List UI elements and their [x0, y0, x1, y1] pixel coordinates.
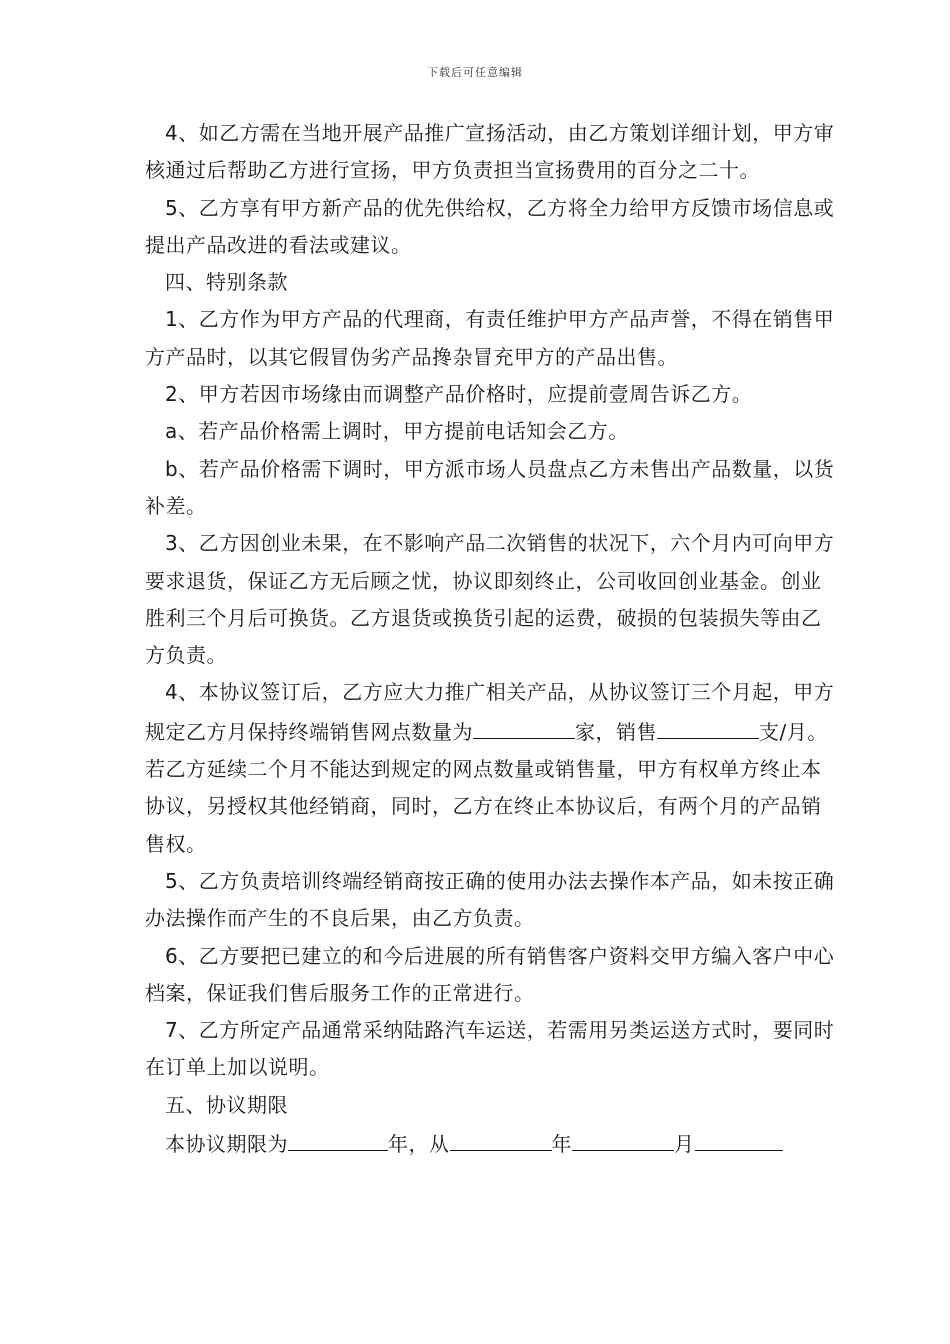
paragraph-term — [145, 1124, 835, 1163]
blank-start-day[interactable] — [695, 1124, 783, 1151]
clause4-text-part3: 支/月。若乙方延续二个月不能达到规定的网点数量或销售量，甲方有权单方终止本协议，另授权其他经销商，同时，乙方在终止本协议后，有两个月的产品销售权。 — [145, 719, 828, 856]
blank-start-month[interactable] — [572, 1124, 674, 1151]
term-month-label: 月 — [674, 1132, 695, 1157]
paragraph-special-2: 2、甲方若因市场缘由而调整产品价格时，应提前壹周告诉乙方。 — [165, 382, 753, 407]
paragraph-special-3: 3、乙方因创业未果，在不影响产品二次销售的状况下，六个月内可向甲方要求退货，保证乙方无后顾之忧，协议即刻终止，公司收回创业基金。创业胜利三个月后可换货。乙方退货或换货引起的运费，破损的包装损失等由乙方负责。 — [145, 531, 835, 668]
term-prefix: 本协议期限为 — [165, 1132, 288, 1157]
section-heading-term: 五、协议期限 — [165, 1092, 288, 1117]
paragraph-special-2b: b、若产品价格需下调时，甲方派市场人员盘点乙方未售出产品数量，以货补差。 — [145, 456, 835, 518]
document-body — [145, 115, 835, 1163]
blank-start-year[interactable] — [450, 1124, 552, 1151]
blank-sales-volume-b[interactable] — [681, 712, 759, 739]
paragraph-special-7: 7、乙方所定产品通常采纳陆路汽车运送，若需用另类运送方式时，要同时在订单上加以说明。 — [145, 1018, 835, 1080]
term-year-label: 年，从 — [388, 1132, 450, 1157]
clause4-text-part2: 家，销售 — [575, 719, 657, 744]
paragraph-clause-4-promotion: 4、如乙方需在当地开展产品推广宣扬活动，由乙方策划详细计划，甲方审核通过后帮助乙方进行宣扬，甲方负责担当宣扬费用的百分之二十。 — [145, 121, 835, 183]
blank-sales-volume-a[interactable] — [657, 712, 681, 739]
blank-outlet-count[interactable] — [473, 712, 575, 739]
paragraph-special-6: 6、乙方要把已建立的和今后进展的所有销售客户资料交甲方编入客户中心档案，保证我们售后服务工作的正常进行。 — [145, 943, 835, 1005]
paragraph-clause-5-supply-priority: 5、乙方享有甲方新产品的优先供给权，乙方将全力给甲方反馈市场信息或提出产品改进的看法或建议。 — [145, 195, 835, 257]
paragraph-special-2a: a、若产品价格需上调时，甲方提前电话知会乙方。 — [165, 419, 629, 444]
paragraph-special-4 — [145, 674, 835, 862]
clause4-text-part1: 4、本协议签订后，乙方应大力推广相关产品，从协议签订三个月起，甲方规定乙方月保持终端销售网点数量为 — [145, 680, 835, 744]
page-header: 下载后可任意编辑 — [427, 66, 523, 79]
paragraph-special-1: 1、乙方作为甲方产品的代理商，有责任维护甲方产品声誉，不得在销售甲方产品时，以其它假冒伪劣产品搀杂冒充甲方的产品出售。 — [145, 307, 835, 369]
term-year-label2: 年 — [551, 1132, 572, 1157]
paragraph-special-5: 5、乙方负责培训终端经销商按正确的使用办法去操作本产品，如未按正确办法操作而产生的不良后果，由乙方负责。 — [145, 868, 835, 931]
section-heading-special-terms: 四、特别条款 — [165, 270, 288, 295]
blank-term-years[interactable] — [288, 1124, 388, 1151]
